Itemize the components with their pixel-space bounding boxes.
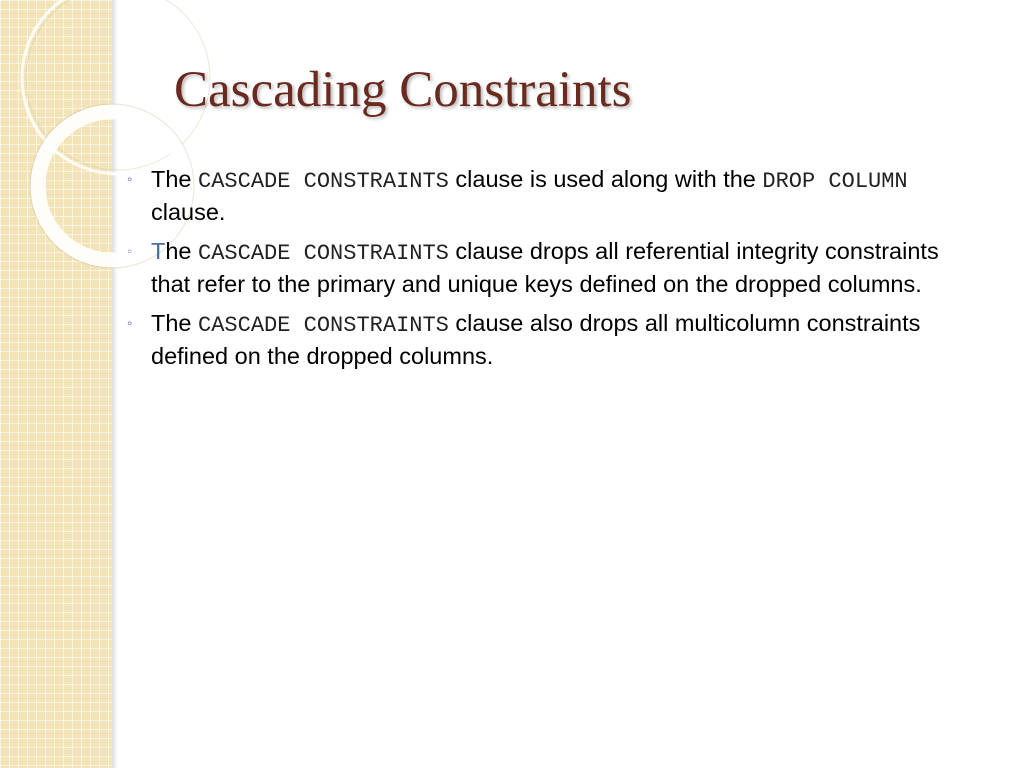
bullet-item-3 [120,308,980,372]
bullet-item-1 [120,164,980,228]
code-term: CASCADE CONSTRAINTS [198,169,449,194]
side-band-shadow [112,0,118,768]
bullet-text: he [165,238,199,264]
bullet-text: The [151,310,199,336]
filled-bullet-icon: ◦ [127,243,133,260]
bullet-text: The [151,166,199,192]
code-term: CASCADE CONSTRAINTS [198,313,449,338]
bullet-text: clause is used along with the [448,166,763,192]
bullet-item-2 [120,236,980,300]
bullet-list [120,164,980,380]
bullet-text: clause. [151,199,226,225]
hollow-bullet-icon: ◦ [127,315,133,332]
bullet-first-letter: T [151,238,166,264]
slide-title: Cascading Constraints [174,62,632,118]
bullet-text: clause drops all referential integrity constraints that refer to the primary and unique keys defined on the dropped columns. [151,238,939,297]
decorative-side-band [0,0,112,768]
bullet-text: clause also drops all multicolumn constraints defined on the dropped columns. [151,310,921,369]
hollow-bullet-icon: ◦ [127,171,133,188]
code-term: CASCADE CONSTRAINTS [198,241,449,266]
code-term: DROP COLUMN [762,169,908,194]
